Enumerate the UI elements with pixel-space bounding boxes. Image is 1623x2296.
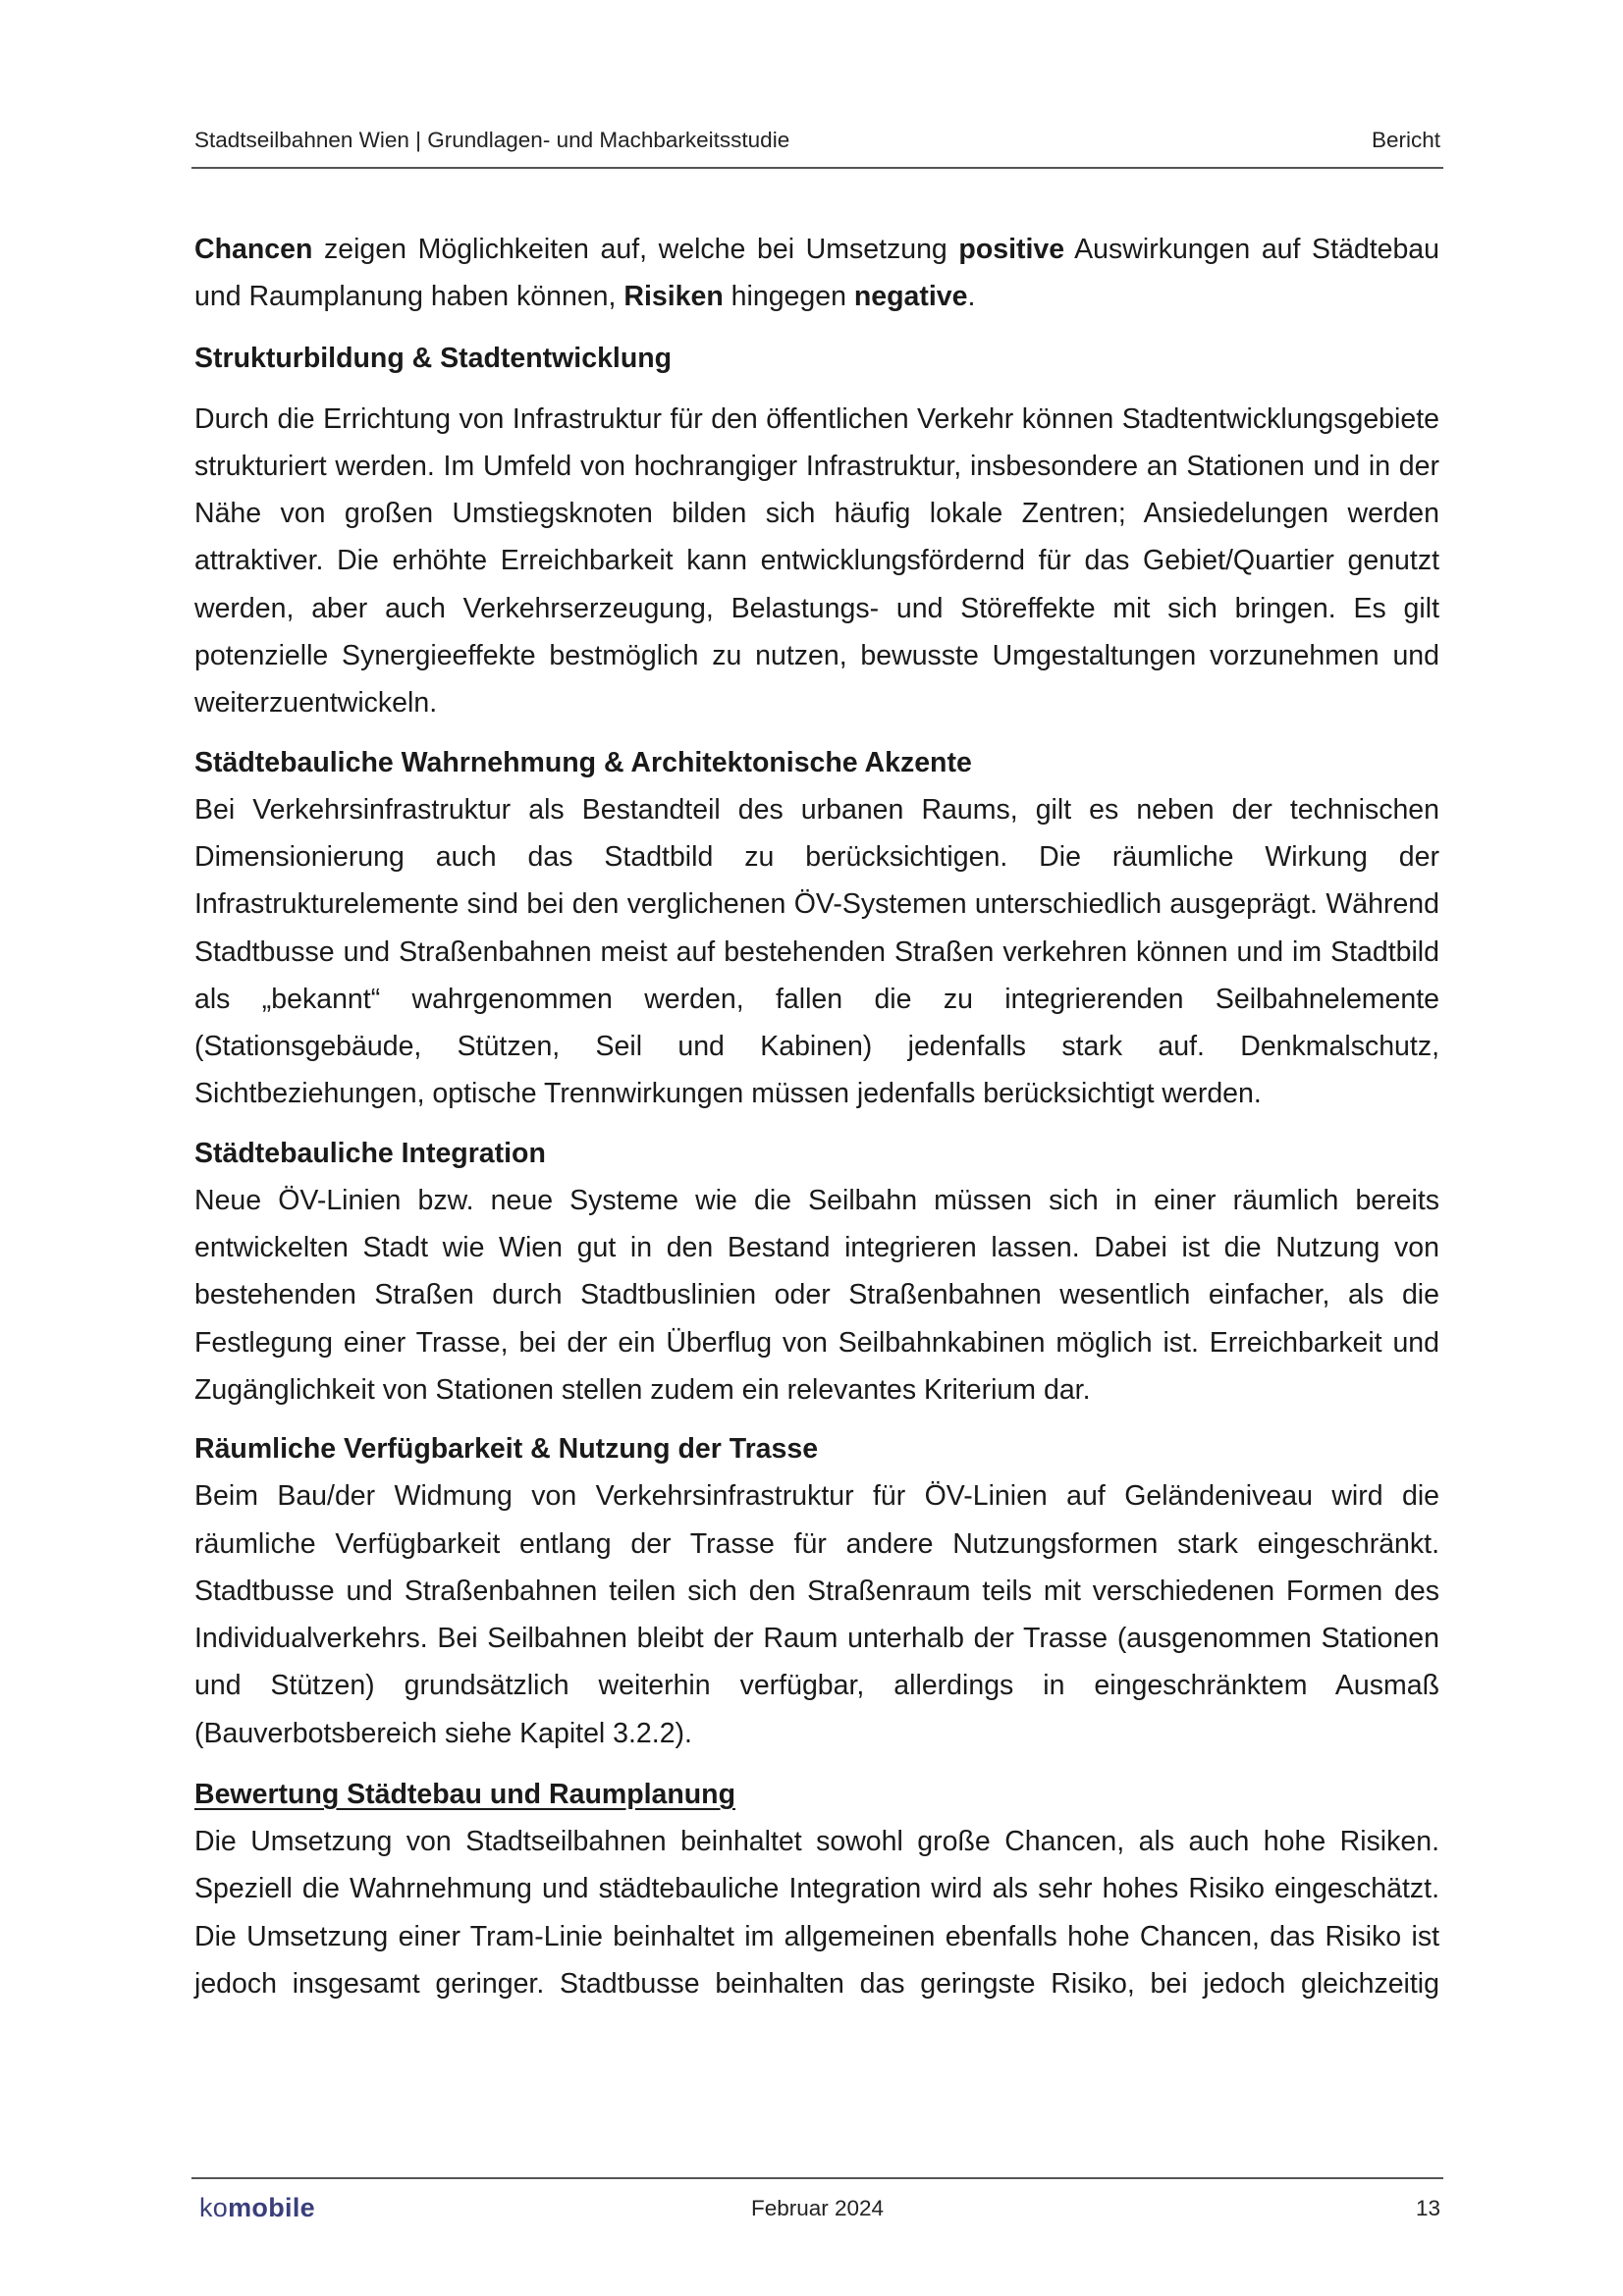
term-risiken: Risiken [623,281,724,313]
section-heading-wahrnehmung: Städtebauliche Wahrnehmung & Architektonische Akzente [194,746,972,778]
page-content [194,226,1439,2007]
page-header [191,124,1443,169]
section-heading-verfuegbarkeit: Räumliche Verfügbarkeit & Nutzung der Trasse [194,1433,819,1466]
page-number: 13 [1415,2196,1440,2220]
header-doc-type: Bericht [1371,128,1440,152]
header-title: Stadtseilbahnen Wien | Grundlagen- und Machbarkeitsstudie [194,128,790,152]
section-body-verfuegbarkeit: Beim Bau/der Widmung von Verkehrsinfrastruktur für ÖV-Linien auf Geländeniveau wird die räumliche Verfügbarkeit entlang der Trasse für andere Nutzungsformen stark eingeschränkt. Stadtbusse und Straßenbahnen teilen sich den Straßenraum teils mit verschiedenen Formen des Individualverkehrs. Bei Seilbahnen bleibt der Raum unterhalb der Trasse (ausgenommen Stationen und Stützen) grundsätzlich weiterhin verfügbar, allerdings in eingeschränktem Ausmaß (Bauverbotsbereich siehe Kapitel 3.2.2). [194,1480,1439,1749]
section-heading-bewertung: Bewertung Städtebau und Raumplanung [194,1779,736,1811]
term-positive: positive [958,234,1065,265]
page-footer [191,2177,1443,2238]
section-body-wahrnehmung: Bei Verkehrsinfrastruktur als Bestandteil des urbanen Raums, gilt es neben der technischen Dimensionierung auch das Stadtbild zu berücksichtigen. Die räumliche Wirkung der Infrastrukturelemente sind bei den verglichenen ÖV-Systemen unterschiedlich ausgeprägt. Während Stadtbusse und Straßenbahnen meist auf bestehenden Straßen verkehren können und im Stadtbild als „bekannt“ wahrgenommen werden, fallen die zu integrierenden Seilbahnelemente (Stationsgebäude, Stützen, Seil und Kabinen) jedenfalls stark auf. Denkmalschutz, Sichtbeziehungen, optische Trennwirkungen müssen jedenfalls berücksichtigt werden. [194,793,1439,1110]
footer-date: Februar 2024 [750,2196,885,2220]
section-body-integration: Neue ÖV-Linien bzw. neue Systeme wie die Seilbahn müssen sich in einer räumlich bereits entwickelten Stadt wie Wien gut in den Bestand integrieren lassen. Dabei ist die Nutzung von bestehenden Straßen durch Stadtbuslinien oder Straßenbahnen wesentlich einfacher, als die Festlegung einer Trasse, bei der ein Überflug von Seilbahnkabinen möglich ist. Erreichbarkeit und Zugänglichkeit von Stationen stellen zudem ein relevantes Kriterium dar. [194,1184,1439,1406]
section-heading-integration: Städtebauliche Integration [194,1137,546,1169]
section-heading-strukturbildung: Strukturbildung & Stadtentwicklung [194,342,673,374]
term-negative: negative [853,281,968,313]
section-body-strukturbildung: Durch die Errichtung von Infrastruktur für den öffentlichen Verkehr können Stadtentwicklungsgebiete strukturiert werden. Im Umfeld von hochrangiger Infrastruktur, insbesondere an Stationen und in der Nähe von großen Umstiegsknoten bilden sich häufig lokale Zentren; Ansiedelungen werden attraktiver. Die erhöhte Erreichbarkeit kann entwicklungsfördernd für das Gebiet/Quartier genutzt werden, aber auch Verkehrserzeugung, Belastungs- und Störeffekte mit sich bringen. Es gilt potenzielle Synergieeffekte bestmöglich zu nutzen, bewusste Umgestaltungen vorzunehmen und weiterzuentwickeln. [194,402,1439,720]
section-body-bewertung: Die Umsetzung von Stadtseilbahnen beinhaltet sowohl große Chancen, als auch hohe Risiken. Speziell die Wahrnehmung und städtebauliche Integration wird als sehr hohes Risiko eingeschätzt. Die Umsetzung einer Tram-Linie beinhaltet im allgemeinen ebenfalls hohe Chancen, das Risiko ist jedoch insgesamt geringer. Stadtbusse beinhalten das geringste Risiko, bei jedoch gleichzeitig [194,1826,1439,2000]
term-chancen: Chancen [194,234,313,265]
komobile-logo: komobile [199,2193,315,2222]
intro-paragraph: Chancen zeigen Möglichkeiten auf, welche bei Umsetzung positive Auswirkungen auf Städtebau und Raumplanung haben können, Risiken hingegen negative. [194,234,1440,313]
